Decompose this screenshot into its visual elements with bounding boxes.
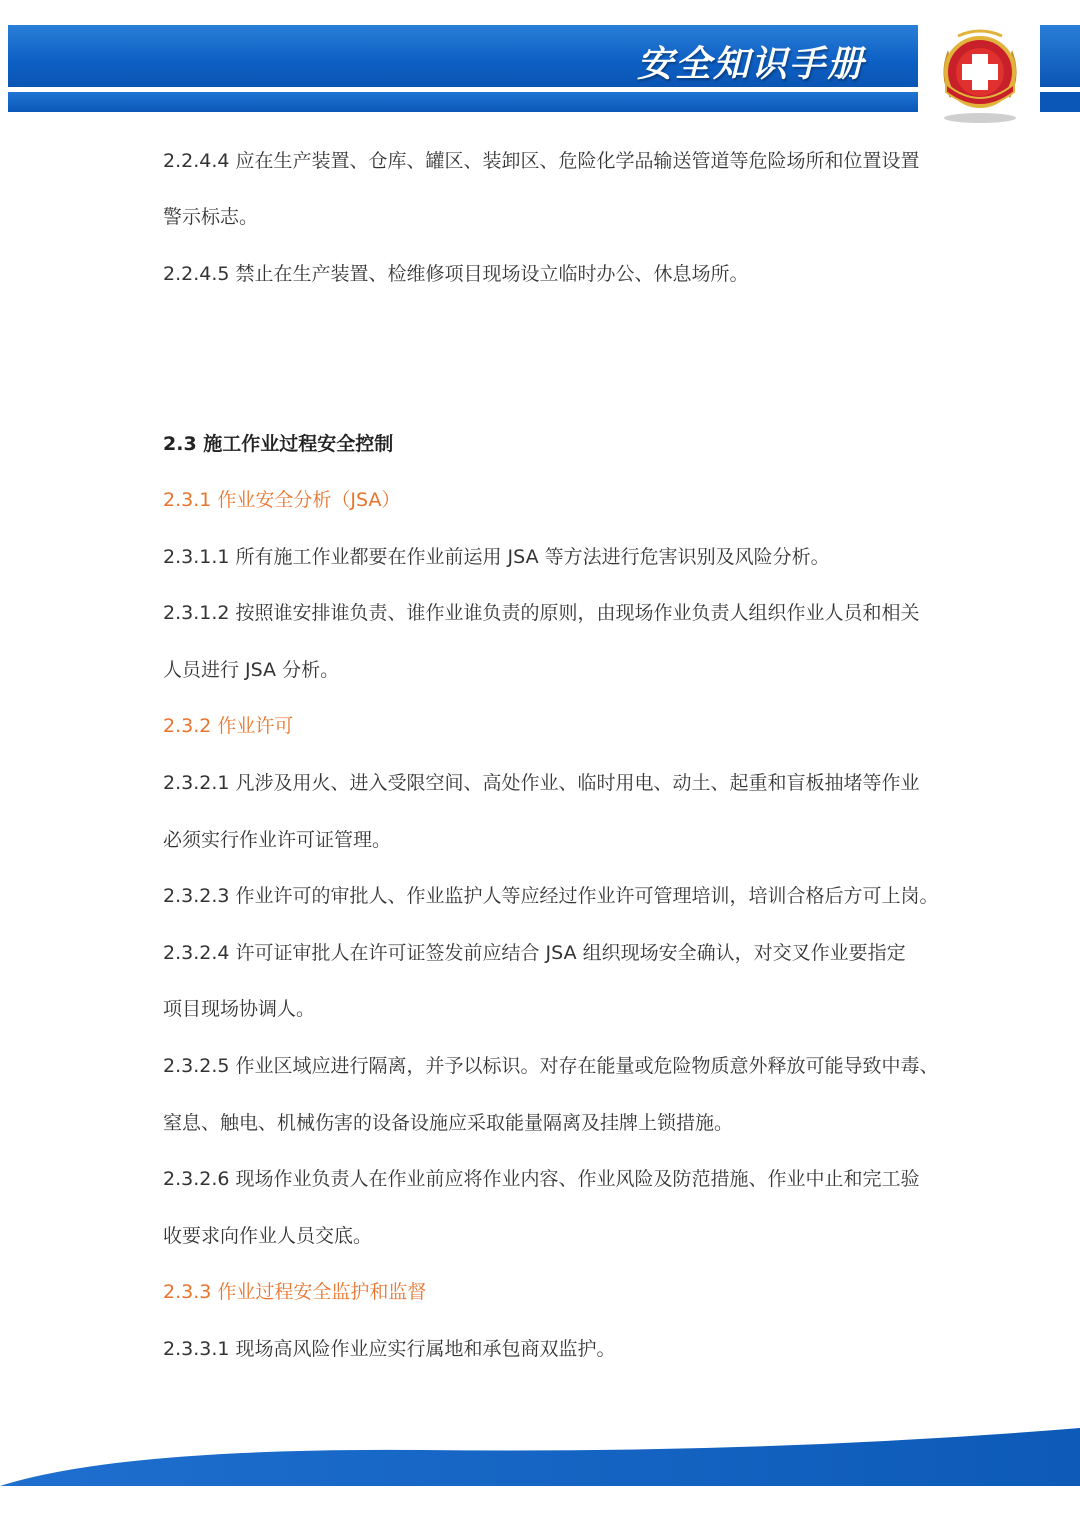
clause-2-3-2-6: 2.3.2.6 现场作业负责人在作业前应将作业内容、作业风险及防范措施、作业中止和完工验 [163, 1168, 920, 1190]
header-band-right-lower [1040, 92, 1080, 112]
clause-2-2-4-4: 2.2.4.4 应在生产装置、仓库、罐区、装卸区、危险化学品输送管道等危险场所和位置设置 [163, 150, 920, 172]
clause-2-3-2-6-cont: 收要求向作业人员交底。 [163, 1225, 373, 1247]
clause-2-3-1-2: 2.3.1.2 按照谁安排谁负责、谁作业谁负责的原则，由现场作业负责人组织作业人员和相关 [163, 602, 920, 624]
subsection-2-3-1-heading: 2.3.1 作业安全分析（JSA） [163, 489, 401, 511]
clause-2-3-1-2-cont: 人员进行 JSA 分析。 [163, 659, 340, 681]
safety-emblem-icon [928, 20, 1032, 124]
header-band-right [1040, 25, 1080, 87]
subsection-2-3-3-heading: 2.3.3 作业过程安全监护和监督 [163, 1281, 427, 1303]
clause-2-3-2-4-cont: 项目现场协调人。 [163, 998, 316, 1020]
clause-2-3-2-5-cont: 窒息、触电、机械伤害的设备设施应采取能量隔离及挂牌上锁措施。 [163, 1112, 734, 1134]
clause-2-3-2-5: 2.3.2.5 作业区域应进行隔离，并予以标识。对存在能量或危险物质意外释放可能导致中毒、 [163, 1055, 939, 1077]
header-band-lower [8, 92, 918, 112]
footer-wave [0, 1418, 1080, 1498]
clause-2-2-4-4-cont: 警示标志。 [163, 206, 259, 228]
clause-2-3-2-1: 2.3.2.1 凡涉及用火、进入受限空间、高处作业、临时用电、动土、起重和盲板抽堵等作业 [163, 772, 920, 794]
clause-2-3-2-1-cont: 必须实行作业许可证管理。 [163, 829, 392, 851]
clause-2-3-3-1: 2.3.3.1 现场高风险作业应实行属地和承包商双监护。 [163, 1338, 616, 1360]
clause-2-3-2-4: 2.3.2.4 许可证审批人在许可证签发前应结合 JSA 组织现场安全确认，对交叉作业要指定 [163, 942, 906, 964]
clause-2-3-1-1: 2.3.1.1 所有施工作业都要在作业前运用 JSA 等方法进行危害识别及风险分析。 [163, 546, 830, 568]
section-2-3-heading: 2.3 施工作业过程安全控制 [163, 433, 394, 455]
header-title: 安全知识手册 [636, 44, 865, 85]
clause-2-2-4-5: 2.2.4.5 禁止在生产装置、检维修项目现场设立临时办公、休息场所。 [163, 263, 749, 285]
clause-2-3-2-3: 2.3.2.3 作业许可的审批人、作业监护人等应经过作业许可管理培训，培训合格后方可上岗。 [163, 885, 939, 907]
subsection-2-3-2-heading: 2.3.2 作业许可 [163, 715, 294, 737]
